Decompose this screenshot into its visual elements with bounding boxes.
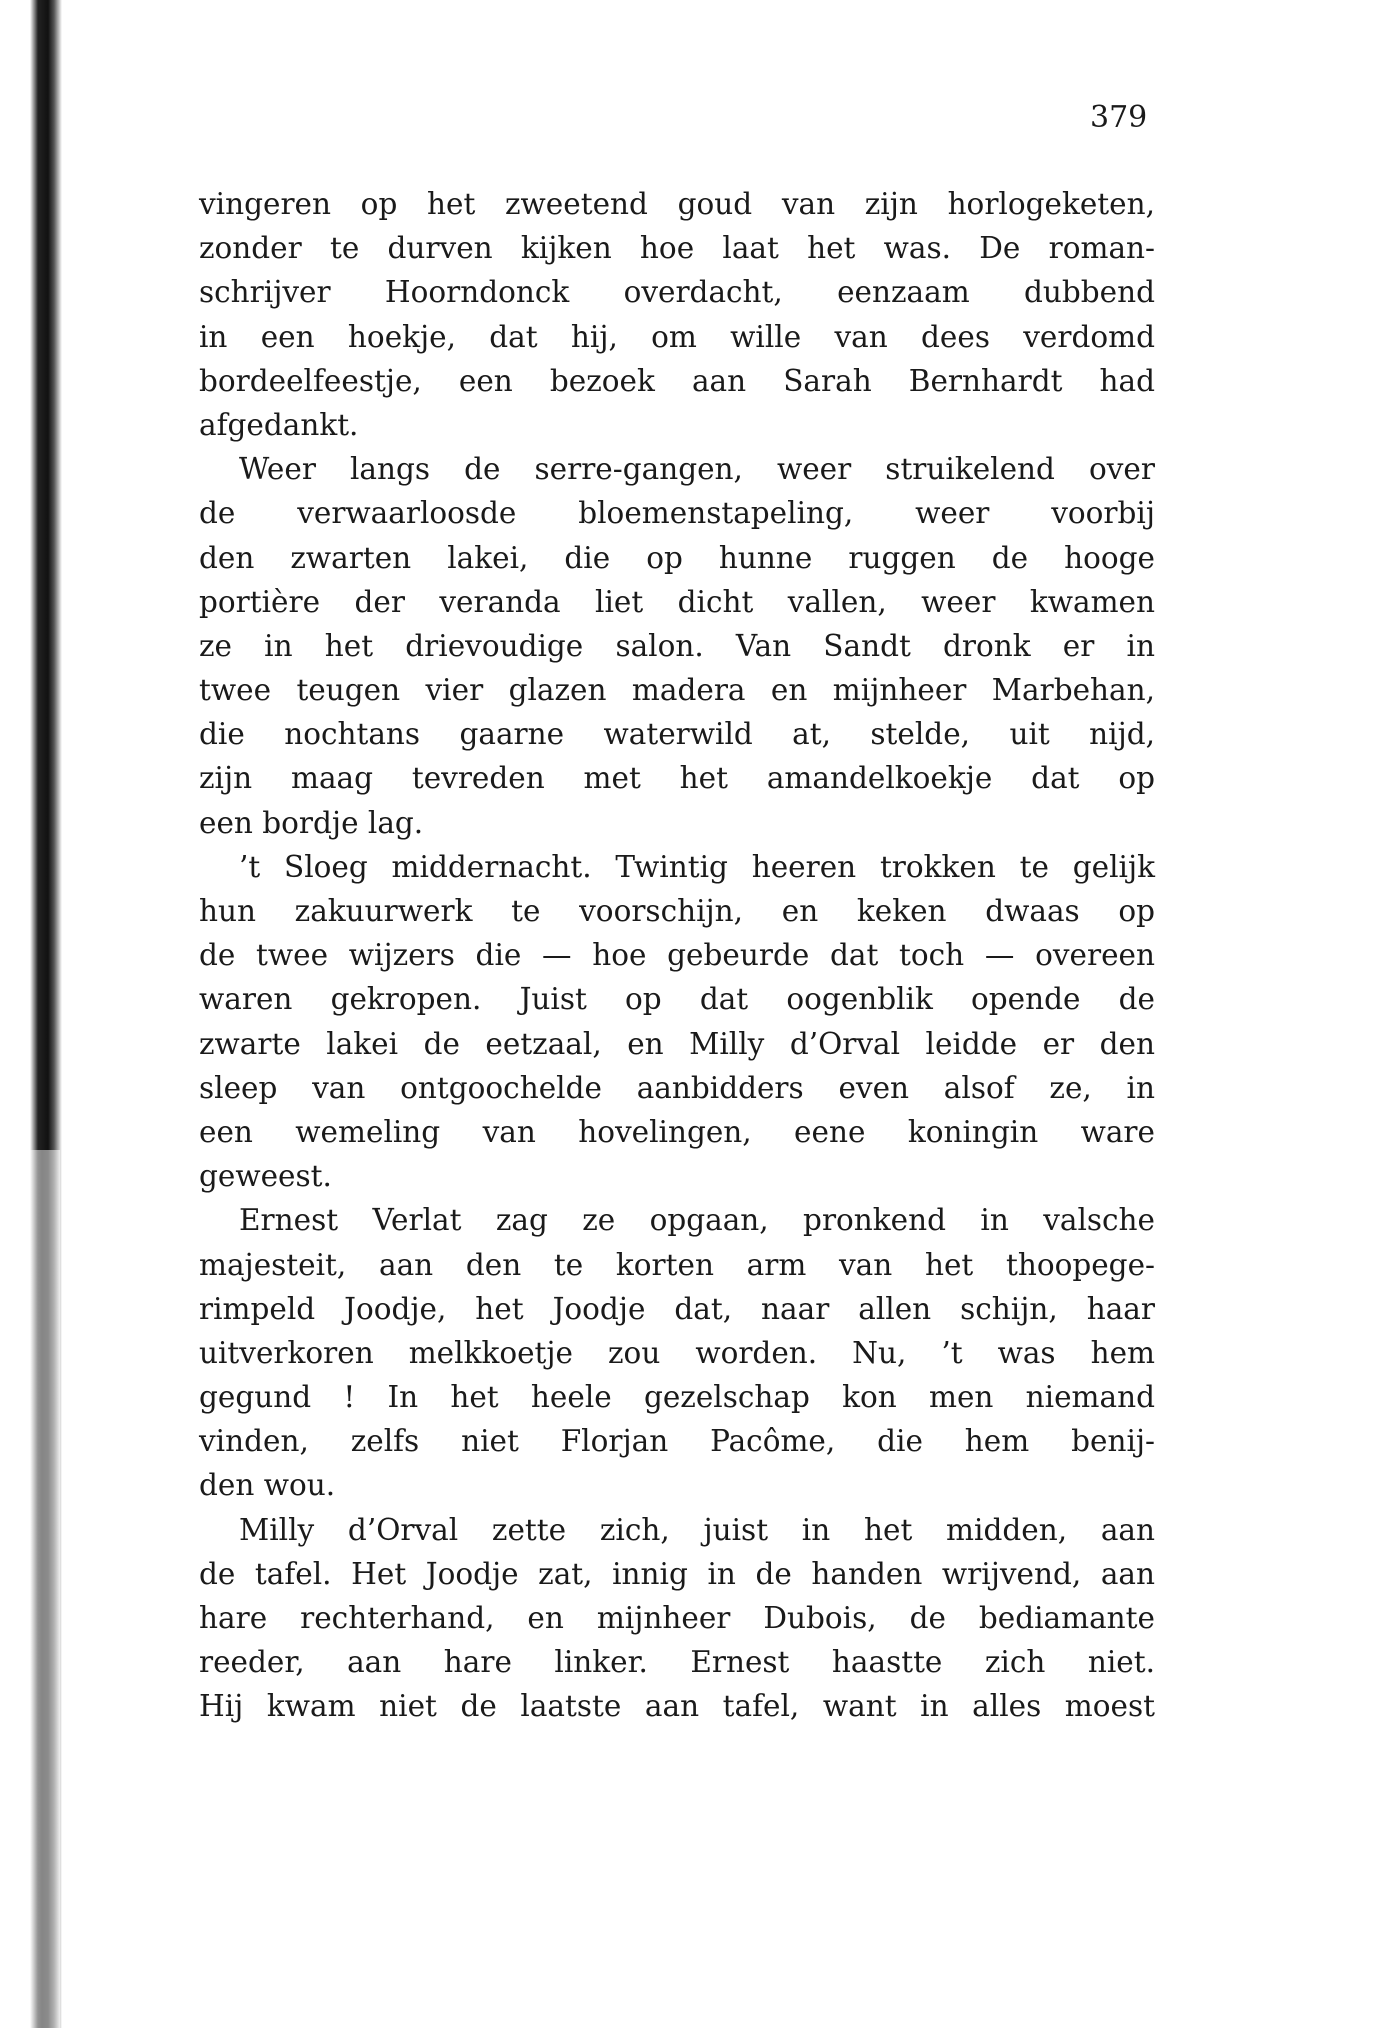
text-line: rimpeld Joodje, het Joodje dat, naar allen schijn, haar (199, 1291, 1155, 1326)
text-line: die nochtans gaarne waterwild at, stelde, uit nijd, (199, 717, 1155, 752)
text-line: twee teugen vier glazen madera en mijnheer Marbehan, (199, 673, 1155, 708)
text-line: een wemeling van hovelingen, eene koningin ware (199, 1114, 1155, 1149)
text-line: de twee wijzers die — hoe gebeurde dat toch — overeen (199, 938, 1155, 973)
text-line: zijn maag tevreden met het amandelkoekje dat op (199, 761, 1155, 796)
text-line: in een hoekje, dat hij, om wille van dees verdomd (199, 319, 1155, 354)
scan-shadow (30, 1150, 60, 2028)
page-number: 379 (1090, 100, 1148, 135)
text-line: uitverkoren melkkoetje zou worden. Nu, ’t was hem (199, 1335, 1155, 1370)
text-line: vinden, zelfs niet Florjan Pacôme, die hem benij- (199, 1424, 1155, 1459)
text-line: Weer langs de serre-gangen, weer struikelend over (239, 452, 1155, 487)
text-line: sleep van ontgoochelde aanbidders even alsof ze, in (199, 1070, 1155, 1105)
text-line: zonder te durven kijken hoe laat het was. De roman- (199, 231, 1155, 266)
text-line: hare rechterhand, en mijnheer Dubois, de bediamante (199, 1601, 1155, 1635)
text-line: schrijver Hoorndonck overdacht, eenzaam dubbend (199, 275, 1155, 310)
text-line: de verwaarloosde bloemenstapeling, weer voorbij (199, 496, 1155, 531)
text-line: den wou. (199, 1468, 336, 1503)
text-line: gegund ! In het heele gezelschap kon men niemand (199, 1380, 1155, 1415)
text-line: ze in het drievoudige salon. Van Sandt dronk er in (199, 628, 1155, 663)
text-line: bordeelfeestje, een bezoek aan Sarah Bernhardt had (199, 363, 1155, 398)
text-line: Hij kwam niet de laatste aan tafel, want in alles moest (199, 1689, 1155, 1724)
text-line: de tafel. Het Joodje zat, innig in de handen wrijvend, aan (199, 1556, 1155, 1591)
text-line: den zwarten lakei, die op hunne ruggen de hooge (199, 540, 1155, 575)
text-line: ’t Sloeg middernacht. Twintig heeren trokken te gelijk (239, 849, 1155, 884)
text-line: reeder, aan hare linker. Ernest haastte zich niet. (199, 1645, 1155, 1680)
text-line: portière der veranda liet dicht vallen, weer kwamen (199, 584, 1155, 619)
text-line: een bordje lag. (199, 805, 424, 840)
text-line: hun zakuurwerk te voorschijn, en keken dwaas op (199, 894, 1155, 928)
text-line: vingeren op het zweetend goud van zijn horlogeketen, (199, 187, 1155, 221)
text-line: Milly d’Orval zette zich, juist in het midden, aan (239, 1512, 1155, 1547)
text-line: majesteit, aan den te korten arm van het thoopege- (199, 1247, 1155, 1282)
text-line: waren gekropen. Juist op dat oogenblik opende de (199, 982, 1155, 1017)
text-line: zwarte lakei de eetzaal, en Milly d’Orval leidde er den (199, 1026, 1155, 1061)
text-line: Ernest Verlat zag ze opgaan, pronkend in valsche (239, 1203, 1155, 1238)
body-text (199, 182, 1155, 1729)
text-line: geweest. (199, 1159, 332, 1194)
text-line: afgedankt. (199, 407, 359, 442)
